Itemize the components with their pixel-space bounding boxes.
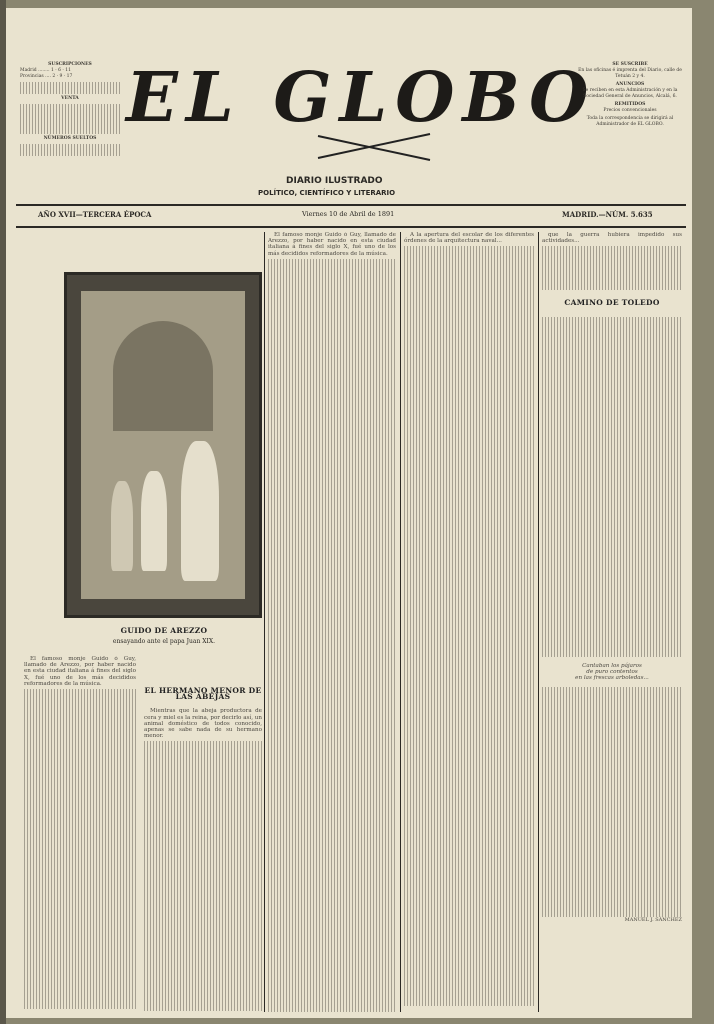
poem xyxy=(542,663,682,682)
column-divider-1 xyxy=(264,232,265,1012)
column-4-text: que la guerra hubiera impedido sus actividades... xyxy=(542,232,682,245)
sales-header: VENTA xyxy=(61,96,79,101)
issue-number: MADRID.—NÚM. 5.635 xyxy=(562,210,653,219)
illustration-caption-sub: ensayando ante el papa Juan XIX. xyxy=(112,638,216,645)
masthead-title: EL GLOBO xyxy=(126,58,597,138)
issue-date: Viernes 10 de Abril de 1891 xyxy=(302,210,395,218)
subscribe-header: SE SUSCRIBE xyxy=(612,62,648,67)
figure-child xyxy=(111,481,133,571)
masthead-tagline: POLÍTICO, CIENTÍFICO Y LITERARIO xyxy=(258,189,396,197)
illustration-interior xyxy=(81,291,245,599)
column-4 xyxy=(542,232,682,1012)
column-1-text: El famoso monje Guido ó Guy, llamado de Arezzo, por haber nacido en esta ciudad italiana á fines del siglo X, fué uno de los más decididos reformadores de la música. xyxy=(24,656,136,687)
crossed-pens-ornament xyxy=(314,128,434,168)
illustration-guido-de-arezzo xyxy=(64,272,262,618)
column-1-lower xyxy=(24,656,136,1012)
column-2 xyxy=(268,232,396,1012)
column-3 xyxy=(404,232,534,1012)
figure-boy xyxy=(141,471,167,571)
remitted-header: REMITIDOS xyxy=(614,102,646,107)
article-camino-de-toledo-title: CAMINO DE TOLEDO xyxy=(564,298,660,308)
column-1b-lower xyxy=(144,656,262,1012)
top-rule xyxy=(16,204,686,206)
price-provincias: Provincias .... 2 · 9 · 17 xyxy=(20,74,73,79)
illustration-caption-title: GUIDO DE AREZZO xyxy=(120,626,208,635)
column-divider-3 xyxy=(538,232,539,1012)
column-1b-text: Mientras que la abeja productora de cera y miel es la reina, por decirlo así, un animal doméstico de todos conocido, apenas se sabe nada de su hermano menor. xyxy=(144,708,262,740)
subscriptions-header: SUSCRIPCIONES xyxy=(48,62,92,67)
ads-text: Se reciben en esta Administración y en la Sociedad General de Anuncios, Alcalá, 6. xyxy=(582,88,678,99)
issue-year: AÑO XVII—TERCERA ÉPOCA xyxy=(38,210,152,219)
newspaper-page xyxy=(6,8,692,1018)
bottom-rule xyxy=(16,226,686,228)
article-hermano-menor-title: EL HERMANO MENOR DE LAS ABEJAS xyxy=(144,686,262,702)
correspondence-note: Toda la correspondencia se dirigirá al Administrador de EL GLOBO. xyxy=(586,116,674,127)
poem-line-1: Cantaban los pájaros xyxy=(582,662,642,669)
remitted-text: Precios convencionales xyxy=(603,108,657,113)
subscription-prices-box xyxy=(20,62,120,158)
article-signature: MANUEL J. SÁNCHEZ xyxy=(624,917,682,924)
masthead-subtitle: DIARIO ILUSTRADO xyxy=(286,176,383,186)
figure-pope xyxy=(181,441,219,581)
subscribe-text: En las oficinas é imprenta del Diario, calle de Tetuán 2 y 4. xyxy=(578,68,682,79)
column-divider-2 xyxy=(400,232,401,1012)
column-2-text: El famoso monje Guido ó Guy, llamado de Arezzo, por haber nacido en esta ciudad italiana á fines del siglo X, fué uno de los más decididos reformadores de la música. xyxy=(268,232,396,257)
price-madrid: Madrid ........ 1 · 6 · 11 xyxy=(20,68,71,73)
single-issues-header: NÚMEROS SUELTOS xyxy=(43,136,97,141)
ads-header: ANUNCIOS xyxy=(615,82,645,87)
illustration-arch xyxy=(113,321,213,431)
column-3-text: Á la apertura del escolar de los diferentes órdenes de la arquitectura naval... xyxy=(404,232,534,245)
poem-line-2: de puro contentos xyxy=(586,668,638,675)
subscription-info-box xyxy=(574,62,686,128)
page-right-edge xyxy=(692,0,714,1024)
poem-line-3: en las frescas arboledas... xyxy=(575,675,649,682)
